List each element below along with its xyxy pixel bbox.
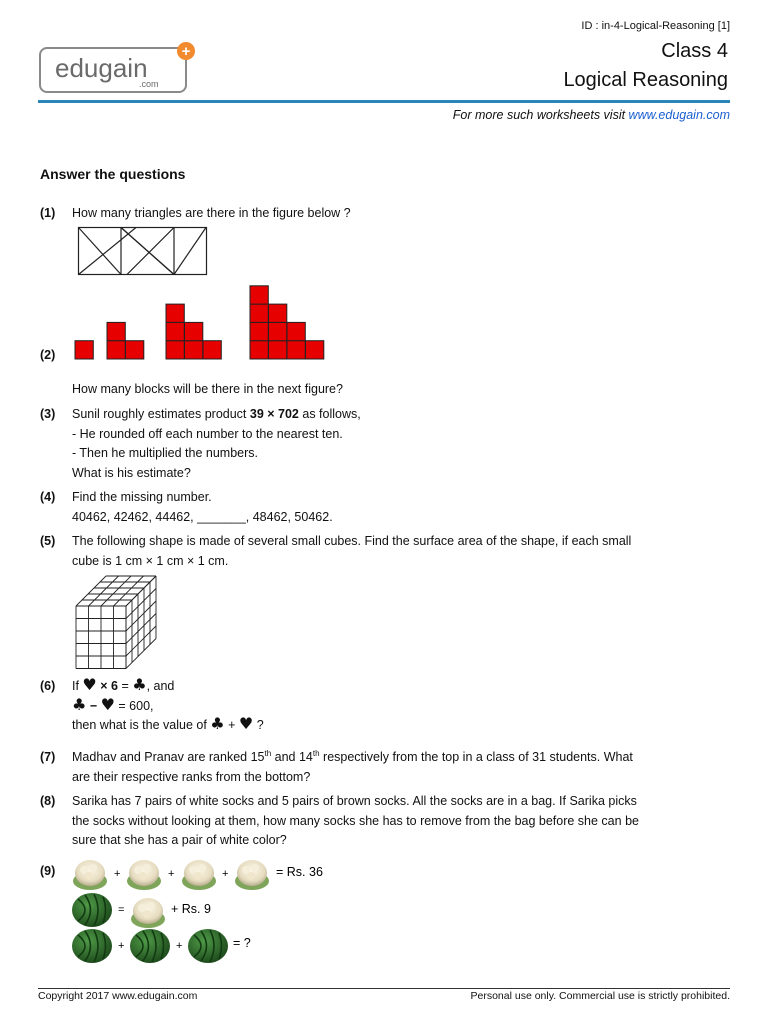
plus: + [176,940,183,952]
block [250,322,268,340]
worksheet-id: ID : in-4-Logical-Reasoning [1] [581,20,730,32]
block [250,286,268,304]
question-number: (4) [40,490,56,504]
ordinal-suffix: th [264,748,272,758]
question-1 [40,204,730,224]
cube-edge [126,639,156,669]
question-text: If [72,679,83,693]
question-line: the socks without looking at them, how many socks she has to remove from the bag before she can be [72,813,639,828]
cube-edge [126,626,156,656]
block [250,304,268,322]
cube-edge [126,614,156,644]
question-number: (3) [40,407,56,421]
block [166,341,184,359]
block [107,322,125,340]
cauliflower-icon [73,860,107,890]
question-number: (7) [40,750,56,764]
question-text: Sunil roughly estimates product [72,407,250,421]
logo-plus: + [181,43,191,60]
question-2 [40,380,730,400]
club-icon: ♣ [132,675,147,694]
expression: 39 × 702 [249,407,299,421]
block [107,341,125,359]
cube-edge [126,576,156,606]
block [269,304,287,322]
minus: − [86,698,101,713]
block [166,304,184,322]
question-line: - He rounded off each number to the nearest ten. [72,426,343,441]
block [185,341,203,359]
question-line: are their respective ranks from the bottom? [72,769,311,784]
question-number: (2) [40,348,56,362]
edugain-link[interactable]: www.edugain.com [628,108,730,122]
subject-title: Logical Reasoning [563,69,728,91]
figure-line [174,228,206,275]
class-title: Class 4 [661,40,728,62]
watermelon-icon [72,929,112,963]
figure-frame [79,228,207,275]
cube-edge [114,576,144,606]
question-line: The following shape is made of several small cubes. Find the surface area of the shape, if each small [72,534,632,548]
number-sequence: 40462, 42462, 44462, _______, 48462, 50462. [72,509,333,524]
footer-rule [38,988,730,989]
plus: + [168,868,175,880]
cube-shape-figure [74,574,164,670]
copyright: Copyright 2017 www.edugain.com [38,990,198,1002]
question-text: ? [253,718,264,732]
plus: + [118,940,125,952]
question-number: (9) [40,864,56,878]
block [250,341,268,359]
question-text: How many blocks will be there in the next figure? [72,382,343,396]
heart-icon: ♥ [82,675,97,694]
logo-sub: .com [139,79,159,89]
cube-edge [126,601,156,631]
cauliflower-icon [131,898,165,928]
figure-line [79,228,137,275]
cube-edge [89,576,119,606]
question-text: respectively from the top in a class of 31 students. What [319,750,633,764]
figure-line [121,228,174,275]
price-equation: = ? [233,936,251,950]
equals: = [117,679,133,693]
block [287,322,305,340]
cauliflower-icon [182,860,216,890]
question-number: (6) [40,679,56,693]
logo-name: edugain [55,53,148,83]
visit-text: For more such worksheets visit [452,108,629,122]
question-line: cube is 1 cm × 1 cm × 1 cm. [72,553,229,568]
watermelon-icon [72,893,112,927]
question-text: , and [146,679,175,693]
usage-notice: Personal use only. Commercial use is strictly prohibited. [470,990,730,1002]
plus: + [114,868,121,880]
equals: = [118,904,125,916]
header-rule [38,100,730,103]
plus: + [222,868,229,880]
plus: + [224,718,239,732]
question-text: then what is the value of [72,718,211,732]
club-icon: ♣ [72,694,87,714]
cube-edge [76,576,106,606]
block [185,322,203,340]
cauliflower-icon [127,860,161,890]
question-text: as follows, [298,407,361,421]
price-equation: = Rs. 36 [276,865,323,879]
question-5 [40,532,730,571]
multiplier: × 6 [96,679,118,693]
price-equation: + Rs. 9 [171,902,211,916]
heart-icon: ♥ [238,714,254,733]
block [75,341,93,359]
block [126,341,144,359]
ordinal-suffix: th [312,748,320,758]
block-figures [75,285,357,360]
question-number: (1) [40,206,56,220]
question-text: Madhav and Pranav are ranked 15 [72,750,265,764]
question-7 [40,748,730,787]
question-8 [40,792,730,851]
question-3 [40,405,730,483]
question-line: Find the missing number. [72,490,212,504]
edugain-logo [39,42,195,94]
picture-equations [70,855,330,967]
watermelon-icon [188,929,228,963]
question-6 [40,677,730,736]
question-number: (8) [40,794,56,808]
question-number: (5) [40,534,56,548]
figure-line [79,228,122,275]
block [269,341,287,359]
block [203,341,221,359]
question-line: Sarika has 7 pairs of white socks and 5 pairs of brown socks. All the socks are in a bag. If Sarika picks [72,794,637,808]
block [269,322,287,340]
cauliflower-icon [235,860,269,890]
watermelon-icon [130,929,170,963]
cube-edge [126,589,156,619]
question-text: and 14 [271,750,313,764]
block [306,341,324,359]
question-4 [40,488,730,527]
cube-edge [101,576,131,606]
visit-line [453,108,730,122]
section-title: Answer the questions [40,166,186,182]
question-line: - Then he multiplied the numbers. [72,446,258,460]
club-icon: ♣ [210,714,225,733]
heart-icon: ♥ [100,694,115,714]
triangle-figure [78,227,208,275]
question-text: = 600, [114,698,154,713]
question-line: sure that she has a pair of white color? [72,833,287,847]
question-line: What is his estimate? [72,465,191,480]
question-text: How many triangles are there in the figure below ? [72,206,351,220]
block [166,322,184,340]
block [287,341,305,359]
